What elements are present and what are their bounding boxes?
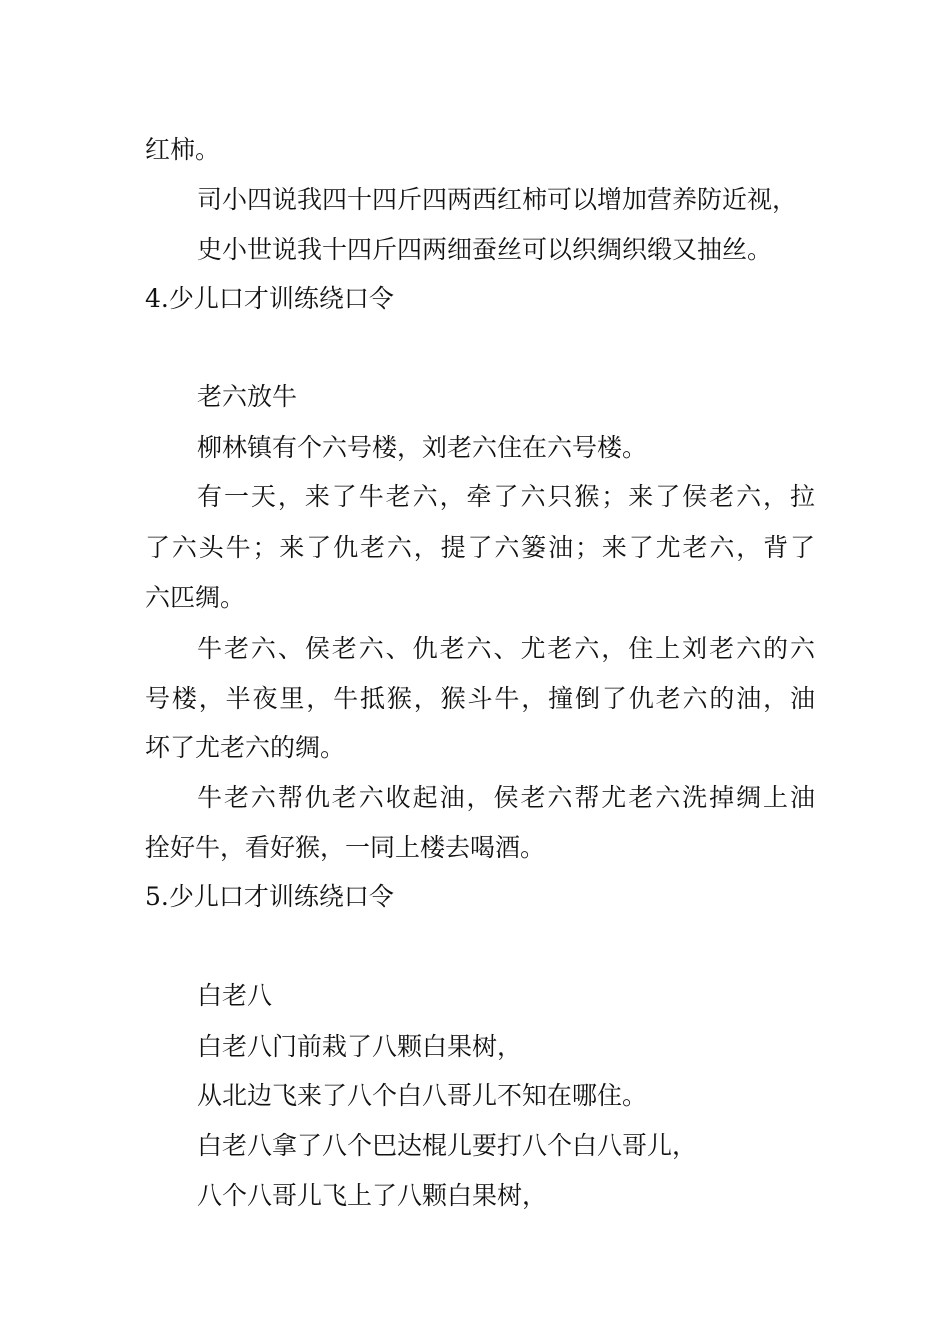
paragraph-line: 红柿。 — [145, 135, 221, 164]
paragraph-line: 白老八拿了八个巴达棍儿要打八个白八哥儿， — [197, 1131, 698, 1160]
paragraph-line: 了六头牛；来了仇老六，提了六篓油；来了尤老六，背了 — [145, 533, 815, 562]
paragraph-line: 八个八哥儿飞上了八颗白果树， — [197, 1181, 548, 1210]
paragraph-line: 史小世说我十四斤四两细蚕丝可以织绸织缎又抽丝。 — [197, 235, 773, 264]
paragraph-line: 白老八门前栽了八颗白果树， — [197, 1032, 523, 1061]
section-heading: 4.少儿口才训练绕口令 — [145, 284, 394, 313]
paragraph-line: 司小四说我四十四斤四两西红柿可以增加营养防近视， — [197, 185, 798, 214]
poem-title: 白老八 — [197, 981, 273, 1010]
poem-title: 老六放牛 — [197, 382, 298, 411]
section-heading: 5.少儿口才训练绕口令 — [145, 882, 394, 911]
paragraph-line: 六匹绸。 — [145, 583, 246, 612]
paragraph-line: 牛老六帮仇老六收起油，侯老六帮尤老六洗掉绸上油 — [197, 783, 815, 812]
paragraph-line: 有一天，来了牛老六，牵了六只猴；来了侯老六，拉 — [197, 482, 815, 511]
paragraph-line: 号楼，半夜里，牛抵猴，猴斗牛，撞倒了仇老六的油，油 — [145, 684, 815, 713]
paragraph-line: 拴好牛，看好猴，一同上楼去喝酒。 — [145, 833, 546, 862]
paragraph-line: 柳林镇有个六号楼，刘老六住在六号楼。 — [197, 433, 648, 462]
paragraph-line: 牛老六、侯老六、仇老六、尤老六，住上刘老六的六 — [197, 634, 815, 663]
paragraph-line: 从北边飞来了八个白八哥儿不知在哪住。 — [197, 1081, 648, 1110]
paragraph-line: 坏了尤老六的绸。 — [145, 733, 346, 762]
